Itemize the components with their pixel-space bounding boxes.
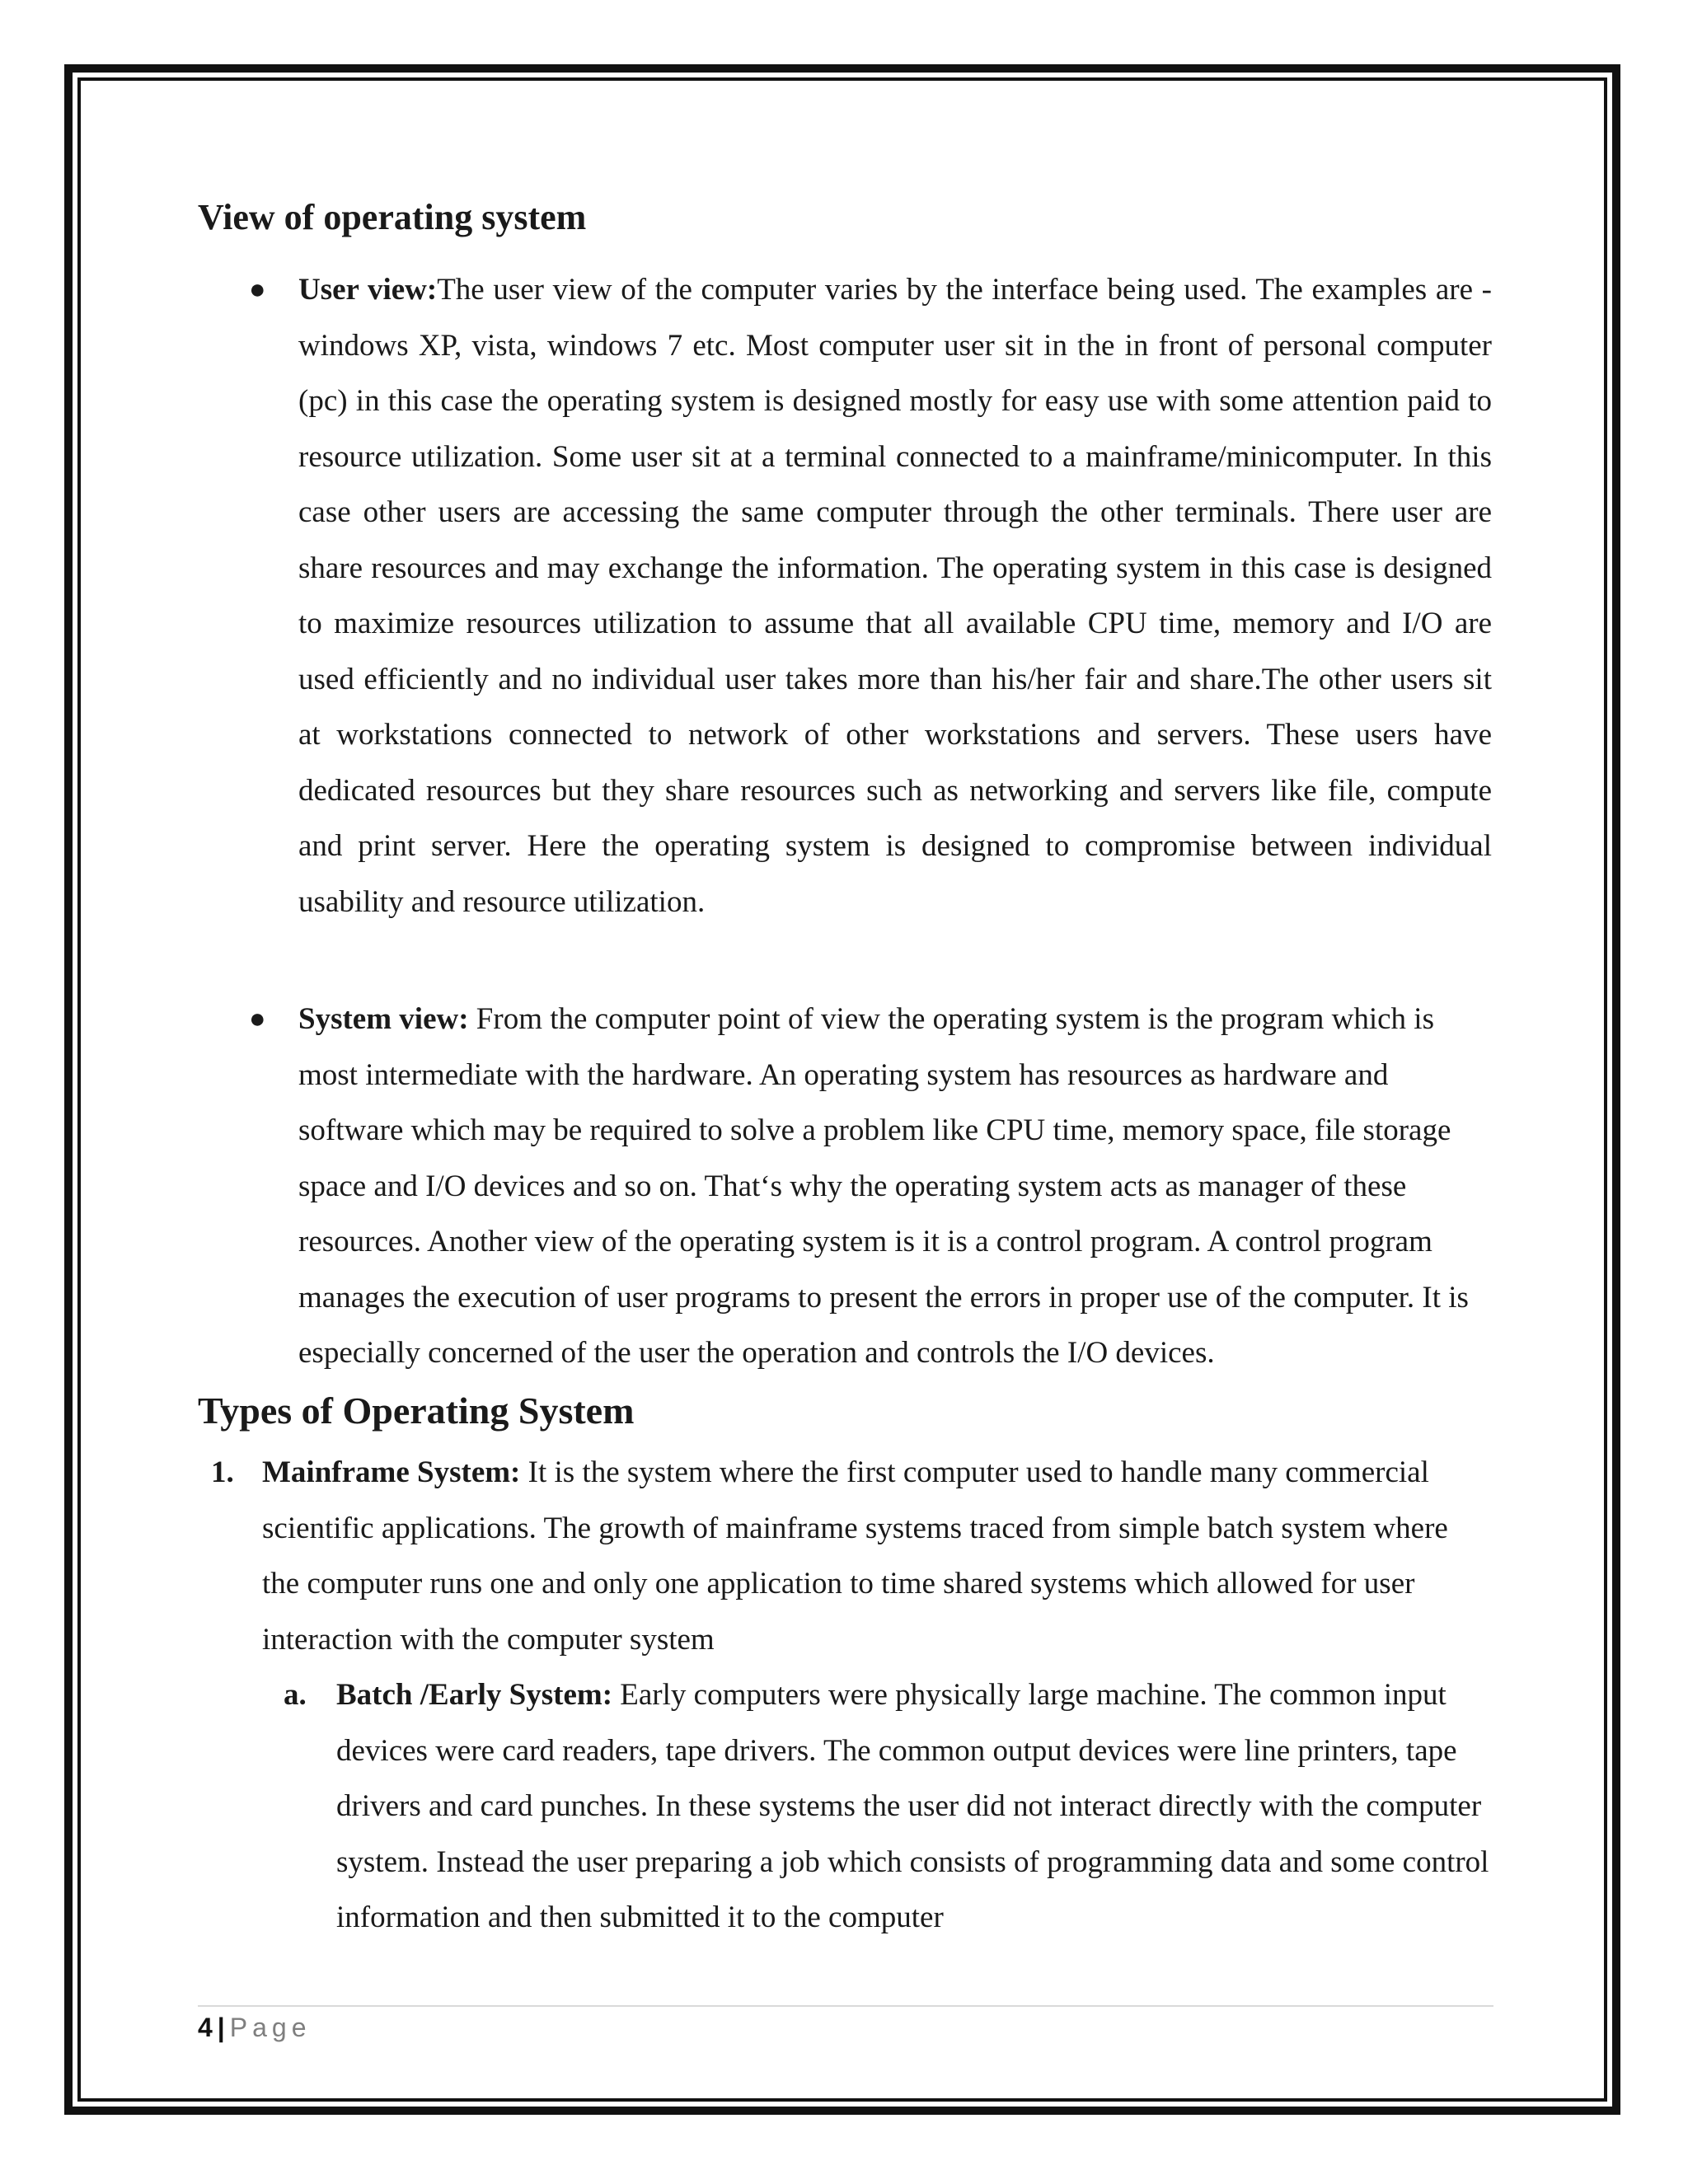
list-marker: 1. <box>211 1455 234 1489</box>
page-footer <box>198 2011 311 2044</box>
page-number: 4 <box>198 2013 213 2042</box>
types-of-operating-system-heading: Types of Operating System <box>198 1390 635 1432</box>
mainframe-system-item <box>211 1445 1492 1667</box>
footer-separator: | <box>217 2013 225 2042</box>
user-view-term: User view: <box>298 273 438 307</box>
mainframe-text: It is the system where the first computer used to handle many commercial scientific applications. The growth of mainframe systems traced from simple batch system where the computer runs one and only one application to time shared systems which allowed for user interaction with the computer system <box>262 1455 1448 1657</box>
batch-text: Early computers were physically large machine. The common input devices were card readers, tape drivers. The common output devices were line printers, tape drivers and card punches. In these systems the user did not interact directly with the computer system. Instead the user preparing a job which consists of programming data and some control information and then submitted it to the computer <box>336 1678 1489 1934</box>
system-view-bullet <box>249 991 1492 1381</box>
footer-divider <box>198 2005 1493 2007</box>
mainframe-term: Mainframe System: <box>262 1455 521 1489</box>
bullet-icon: ● <box>249 1004 266 1034</box>
user-view-bullet <box>249 262 1492 930</box>
batch-system-item <box>284 1667 1492 1946</box>
view-of-operating-system-heading: View of operating system <box>198 197 587 237</box>
list-marker: a. <box>284 1678 307 1712</box>
system-view-text: From the computer point of view the operating system is the program which is most intermediate with the hardware. An operating system has resources as hardware and software which may be required to solve a problem like CPU time, memory space, file storage space and I/O devices and so on. That‘s why the operating system acts as manager of these resources. Another view of the operating system is it is a control program. A control program manages the execution of user programs to present the errors in proper use of the computer. It is especially concerned of the user the operation and controls the I/O devices. <box>298 1002 1469 1370</box>
page-label: Page <box>229 2013 312 2042</box>
bullet-icon: ● <box>249 274 266 305</box>
batch-term: Batch /Early System: <box>336 1678 613 1712</box>
user-view-text: The user view of the computer varies by the interface being used. The examples are -windows XP, vista, windows 7 etc. Most computer user sit in the in front of personal computer (pc) in this case the operating system is designed mostly for easy use with some attention paid to resource utilization. Some user sit at a terminal connected to a mainframe/minicomputer. In this case other users are accessing the same computer through the other terminals. There user are share resources and may exchange the information. The operating system in this case is designed to maximize resources utilization to assume that all available CPU time, memory and I/O are used efficiently and no individual user takes more than his/her fair and share.The other users sit at workstations connected to network of other workstations and servers. These users have dedicated resources but they share resources such as networking and servers like file, compute and print server. Here the operating system is designed to compromise between individual usability and resource utilization. <box>298 273 1492 919</box>
system-view-term: System view: <box>298 1002 469 1036</box>
